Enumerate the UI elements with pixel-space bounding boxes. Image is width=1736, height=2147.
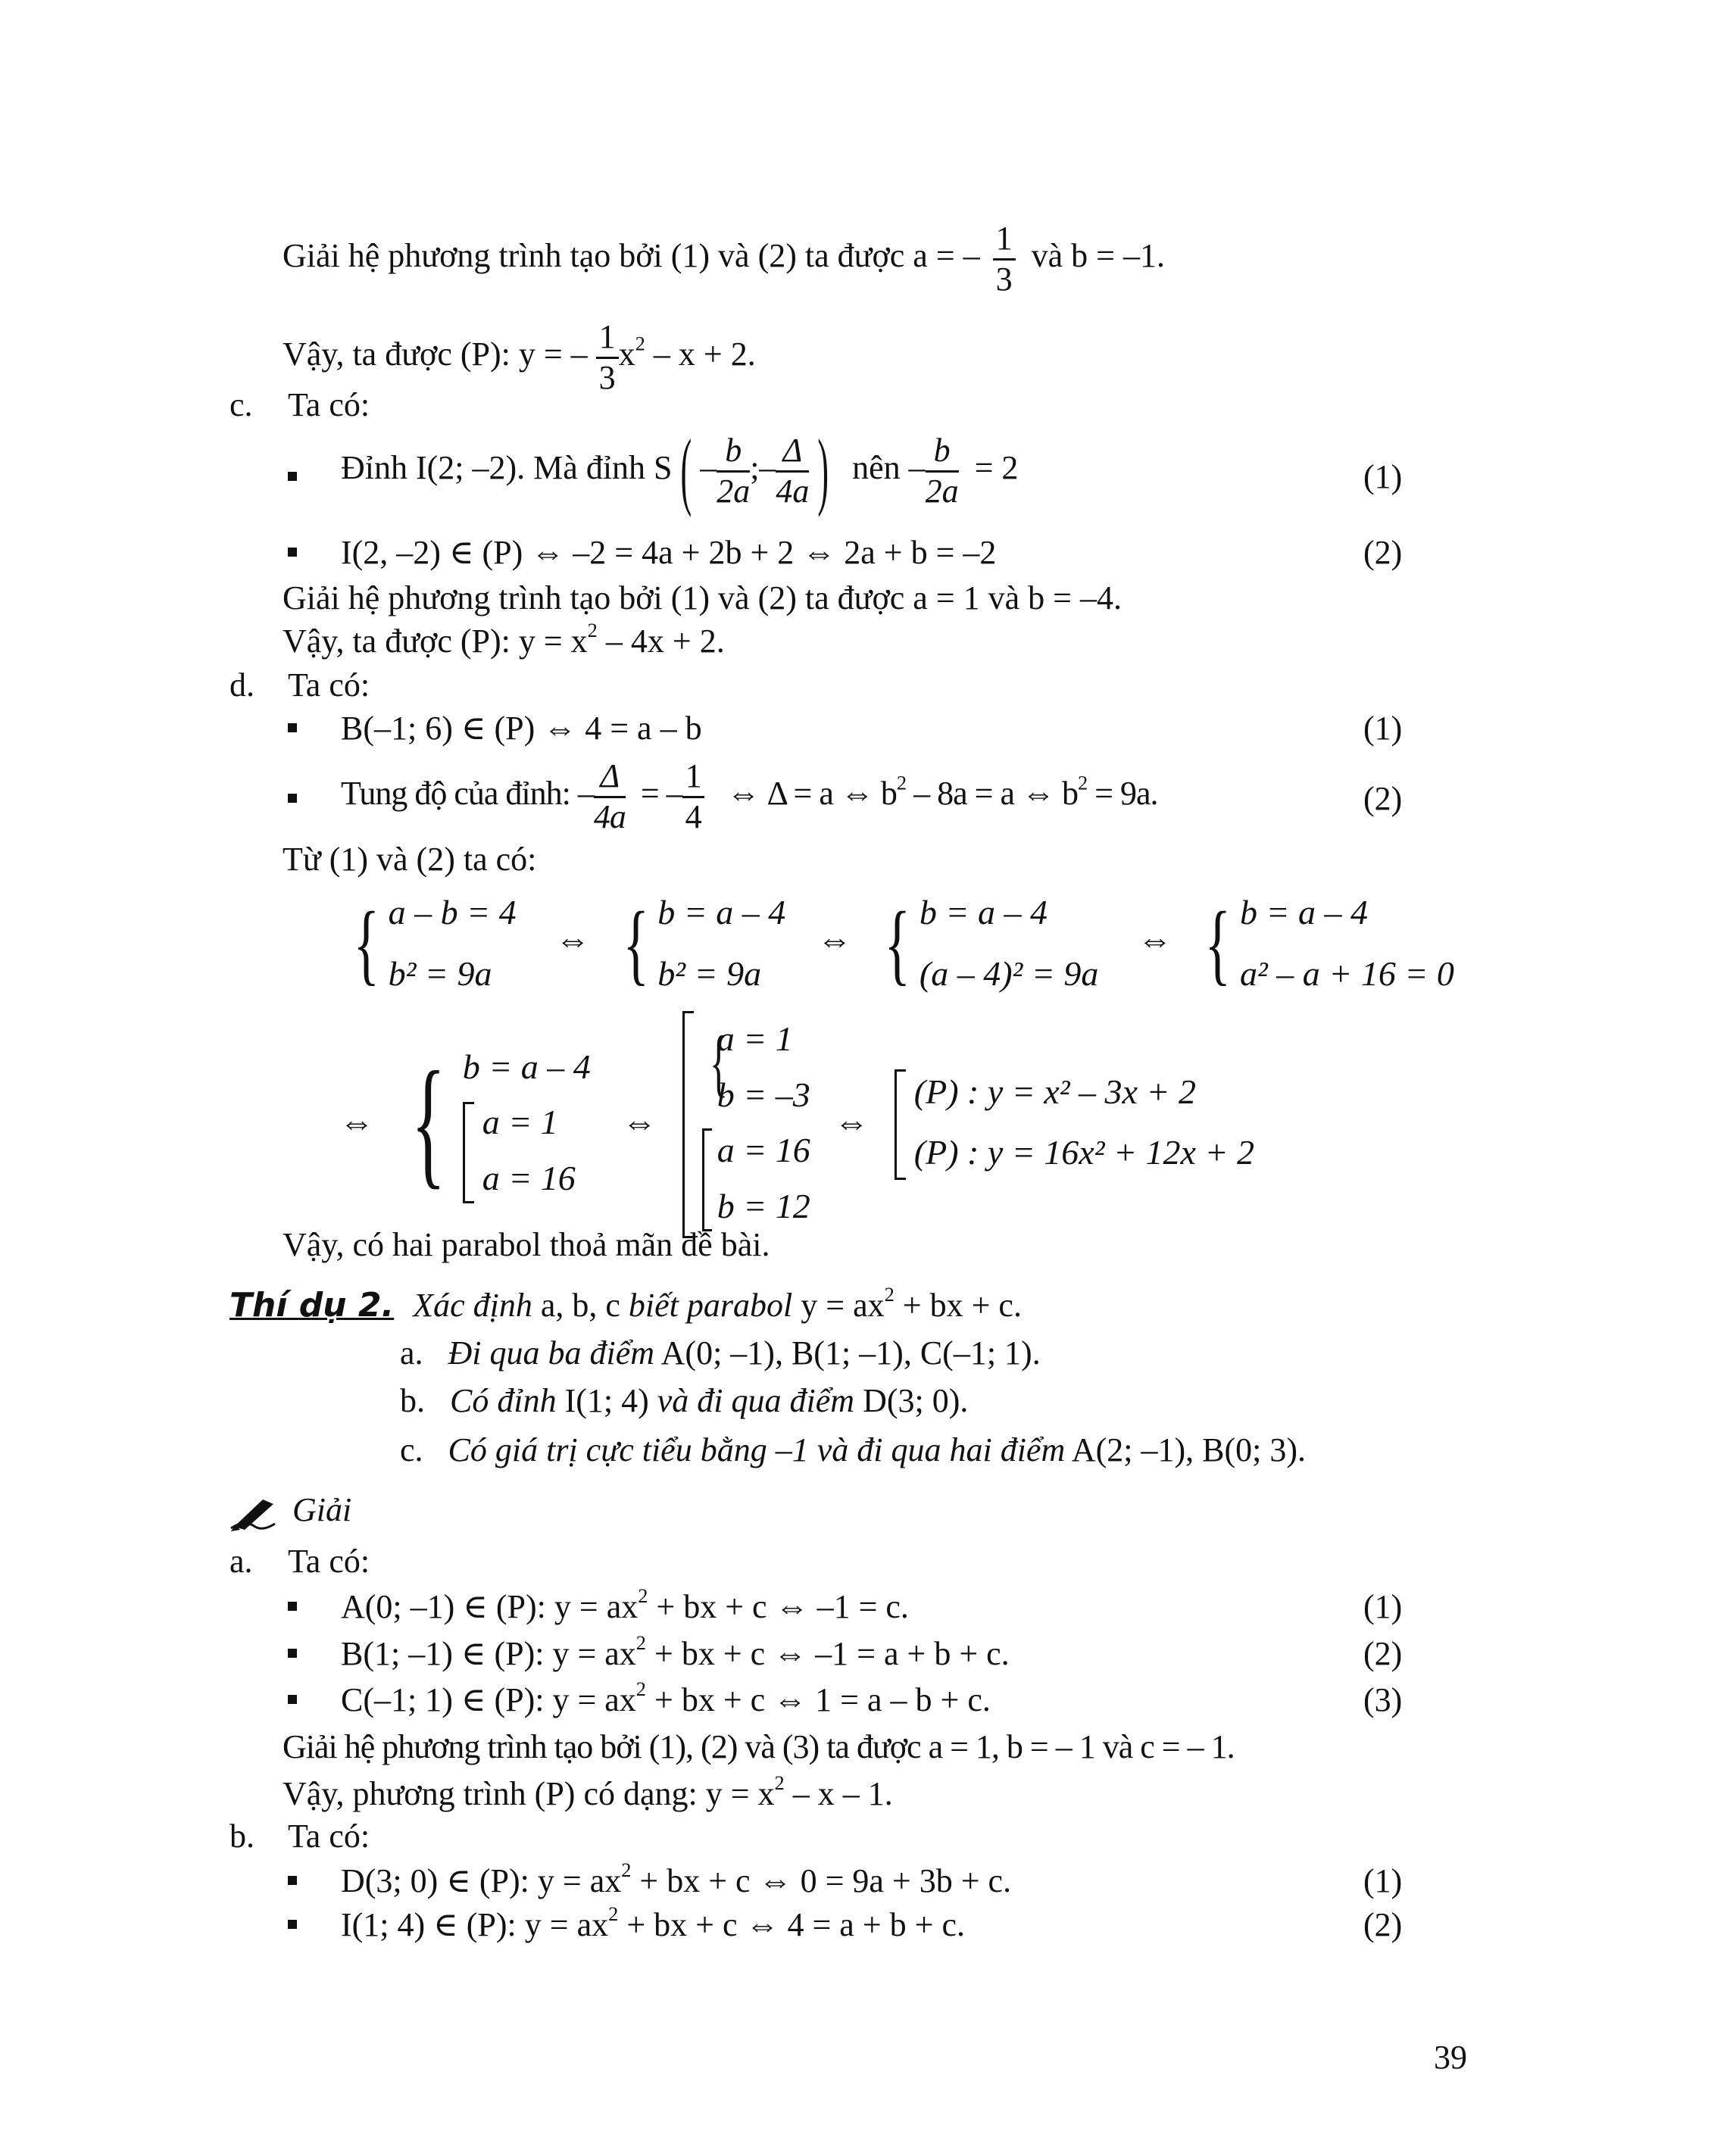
line-c3: Giải hệ phương trình tạo bởi (1) và (2) ta được a = 1 và b = –4. [283, 579, 1122, 616]
line-result-b: Vậy, ta được (P): y = – $\frac{1}{3}$ $x^2 - x + 2$. [283, 318, 756, 396]
system-1: a – b = 4 b² = 9a [388, 893, 517, 993]
system-2: b = a – 4 b² = 9a [657, 893, 786, 993]
eq-number: (2) [1363, 1906, 1403, 1943]
bullet [288, 1876, 297, 1885]
bullet [288, 1920, 297, 1929]
eq-number: (1) [1363, 458, 1403, 495]
bullet [288, 1649, 297, 1658]
line-a3: C(–1; 1) ∈ (P): $y = ax^2$ + bx + c ⇔ 1 = a – b + c. [341, 1677, 991, 1718]
bullet [288, 723, 297, 732]
systems-row-2: ⇔ { b = a – 4 a = 1 a = 16 ⇔ { a = 1 b = –3 a = 16 b = 12 ⇔ (P) : y = x² – 3x + 2 (P) : y = 16x² + 12x + 2 [339, 1011, 1254, 1234]
b-intro: Ta có: [288, 1818, 370, 1855]
fraction-one-third: $\frac{1}{3}$ [596, 318, 619, 397]
fraction-delta-4a: $\frac{\Delta}{4a}$ [593, 757, 626, 835]
label-d: d. [229, 666, 254, 704]
line-a2: B(1; –1) ∈ (P): $y = ax^2$ + bx + c ⇔ –1 = a + b + c. [341, 1631, 1010, 1672]
systems-row-1: { a – b = 4 b² = 9a ⇔ { b = a – 4 b² = 9a ⇔ { b = a – 4 (a – 4)² = 9a ⇔ { b = a – 4 a² – a + 16 = 0 [345, 882, 1454, 1004]
eq-number: (1) [1363, 710, 1403, 747]
fraction-b-2a: $\frac{b}{2a}$ [717, 432, 751, 510]
page-number: 39 [1434, 2039, 1467, 2076]
line-d1: B(–1; 6) ∈ (P) ⇔ 4 = a – b [341, 710, 702, 747]
line-c4: Vậy, ta được (P): $y = x^2 - 4x + 2$. [283, 619, 725, 660]
bullet [288, 472, 297, 481]
line-c1-vertex: Đỉnh I(2; –2). Mà đỉnh S ( – $\frac{b}{2a}$ ;– $\frac{\Delta}{4a}$ ) nên – $\frac{b}{2a}$ = 2 [341, 422, 1019, 519]
line-a4: Giải hệ phương trình tạo bởi (1), (2) và (3) ta được a = 1, b = – 1 và c = – 1. [283, 1728, 1235, 1765]
line-b2: I(1; 4) ∈ (P): $y = ax^2$ + bx + c ⇔ 4 = a + b + c. [341, 1902, 965, 1943]
fraction-delta-4a: $\frac{\Delta}{4a}$ [776, 432, 810, 510]
eq-number: (1) [1363, 1588, 1403, 1625]
d-intro: Ta có: [288, 666, 370, 704]
system-5: b = a – 4 a = 1 a = 16 [463, 1039, 591, 1206]
fraction-one-third: $\frac{1}{3}$ [993, 220, 1016, 298]
c-intro: Ta có: [288, 386, 370, 423]
system-6: { a = 1 b = –3 a = 16 b = 12 [682, 1011, 810, 1234]
fraction-b-2a: $\frac{b}{2a}$ [925, 432, 959, 510]
pen-icon [229, 1493, 278, 1533]
line-a1: A(0; –1) ∈ (P): $y = ax^2$ + bx + c ⇔ –1 = c. [341, 1584, 909, 1625]
eq-number: (3) [1363, 1681, 1403, 1718]
line-solve-system-b: Giải hệ phương trình tạo bởi (1) và (2) ta được a = – $\frac{1}{3}$ và b = –1. [283, 220, 1165, 298]
label-b: b. [229, 1818, 254, 1855]
a-intro: Ta có: [288, 1543, 370, 1580]
label-a: a. [229, 1543, 253, 1580]
eq-number: (2) [1363, 534, 1403, 571]
eq-number: (1) [1363, 1862, 1403, 1899]
system-7: (P) : y = x² – 3x + 2 (P) : y = 16x² + 12x + 2 [895, 1062, 1254, 1184]
eq-number: (2) [1363, 1635, 1403, 1672]
line-b1: D(3; 0) ∈ (P): $y = ax^2$ + bx + c ⇔ 0 = 9a + 3b + c. [341, 1858, 1012, 1899]
bullet [288, 548, 297, 557]
system-3: b = a – 4 (a – 4)² = 9a [919, 893, 1099, 993]
example-2-c: c. Có giá trị cực tiểu bằng –1 và đi qua hai điểm A(2; –1), B(0; 3). [400, 1431, 1306, 1468]
example-2-heading: Thí dụ 2. Xác định a, b, c biết parabol $y = ax^2$ + bx + c. [229, 1283, 1022, 1325]
line-d3: Từ (1) và (2) ta có: [283, 841, 537, 878]
bullet [288, 1695, 297, 1704]
eq-number: (2) [1363, 780, 1403, 817]
fraction-one-fourth: $\frac{1}{4}$ [682, 757, 704, 836]
example-2-a: a. Đi qua ba điểm A(0; –1), B(1; –1), C(–1; 1). [400, 1334, 1041, 1372]
line-c2: I(2, –2) ∈ (P) ⇔ –2 = 4a + 2b + 2 ⇔ 2a + b = –2 [341, 534, 997, 571]
line-d2: Tung độ của đỉnh: – $\frac{\Delta}{4a}$ = – $\frac{1}{4}$ ⇔ Δ = a ⇔ $b^2 - 8a = a$ ⇔ $b^2 = 9a$. [341, 757, 1158, 835]
bullet [288, 1602, 297, 1611]
line-d-end: Vậy, có hai parabol thoả mãn đề bài. [283, 1226, 770, 1263]
bullet [288, 794, 297, 803]
example-2-b: b. Có đỉnh I(1; 4) và đi qua điểm D(3; 0). [400, 1382, 969, 1419]
label-c: c. [229, 386, 253, 423]
line-a5: Vậy, phương trình (P) có dạng: $y = x^2 - x - 1$. [283, 1771, 893, 1812]
system-4: b = a – 4 a² – a + 16 = 0 [1240, 893, 1454, 993]
solution-heading: Giải [229, 1493, 351, 1533]
